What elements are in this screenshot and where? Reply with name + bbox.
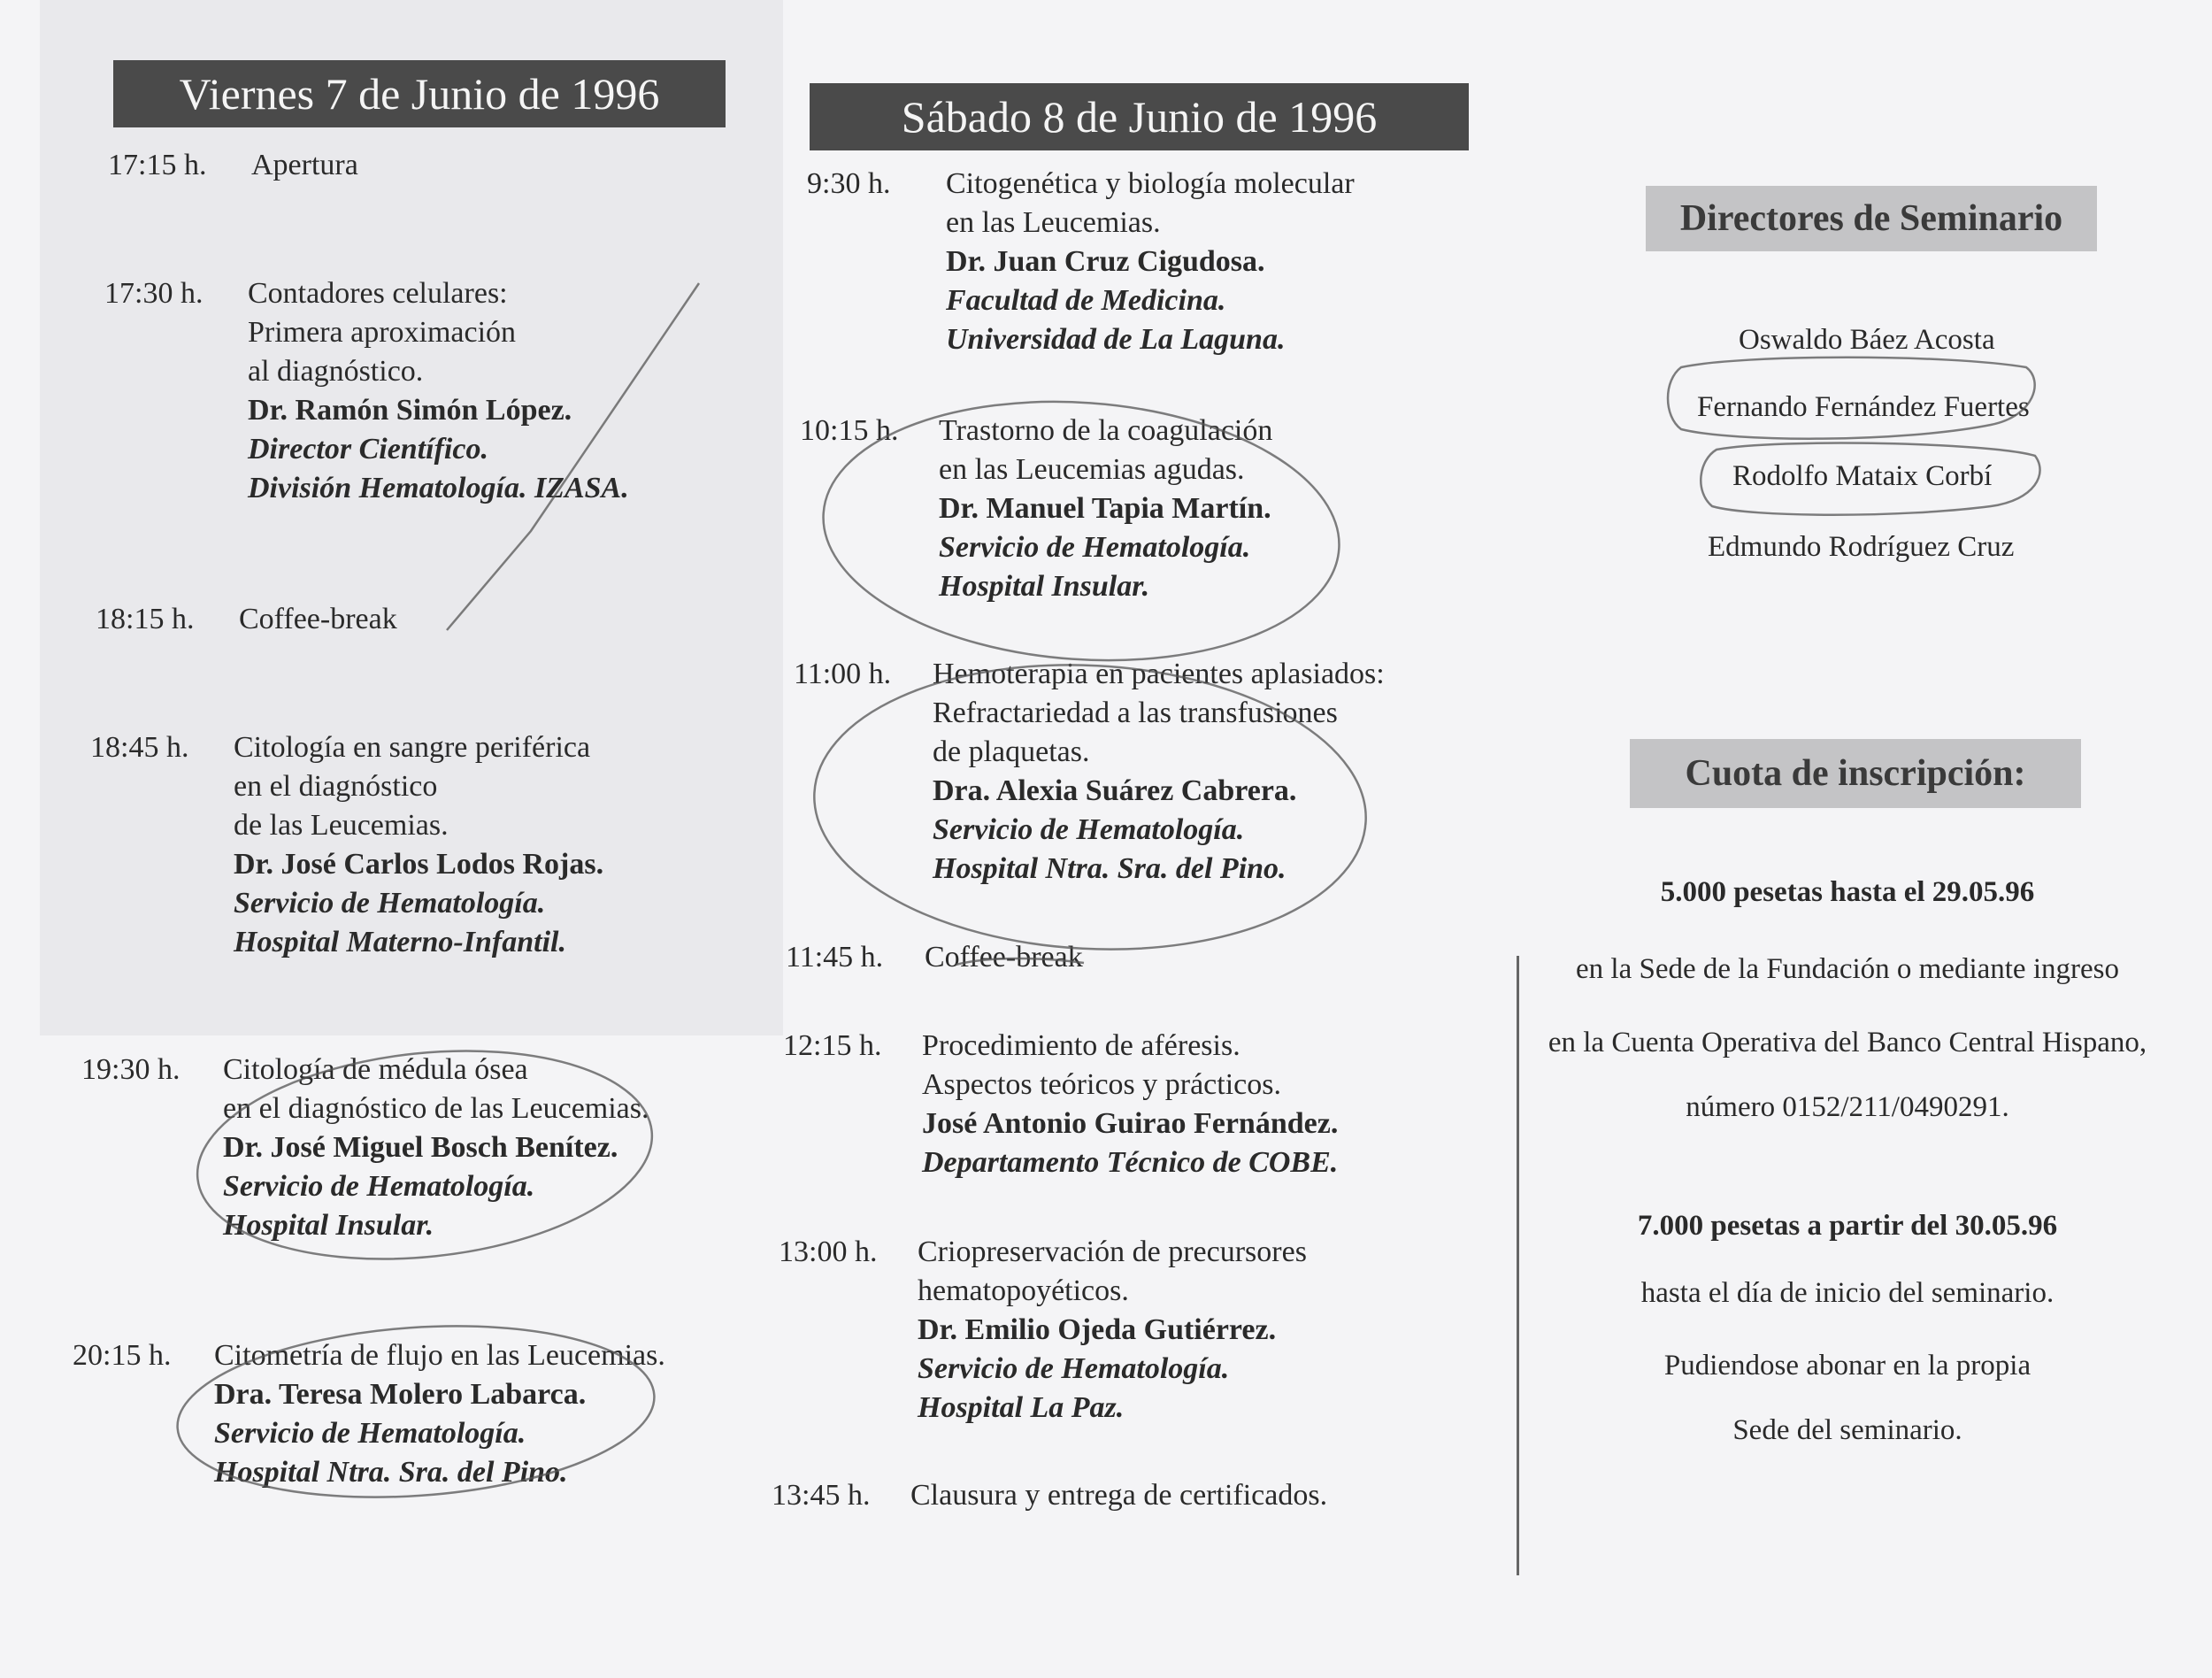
- speaker-affiliation: Servicio de Hematología.: [214, 1417, 526, 1450]
- session-topic-line: Contadores celulares:: [248, 277, 508, 310]
- session-topic-line: Refractariedad a las transfusiones: [933, 697, 1338, 729]
- session-topic-line: Coffee-break: [925, 941, 1083, 974]
- speaker-affiliation: Departamento Técnico de COBE.: [922, 1146, 1339, 1179]
- fee-late-price: 7.000 pesetas a partir del 30.05.96: [1637, 1210, 2058, 1242]
- circle-molero: [172, 1311, 660, 1512]
- circle-bosch: [187, 1030, 662, 1281]
- speaker-affiliation: Universidad de La Laguna.: [946, 323, 1286, 356]
- session-topic-line: Citogenética y biología molecular: [946, 167, 1355, 200]
- session-topic-line: Citología en sangre periférica: [234, 731, 591, 764]
- session-topic-line: Procedimiento de aféresis.: [922, 1029, 1240, 1062]
- circle-tapia: [815, 385, 1348, 677]
- strike-line: [447, 283, 699, 630]
- session-time: 10:15 h.: [800, 414, 899, 447]
- session-topic-line: Hemoterapia en pacientes aplasiados:: [933, 658, 1385, 690]
- speaker-name: José Antonio Guirao Fernández.: [922, 1107, 1339, 1140]
- speaker-name: Dra. Alexia Suárez Cabrera.: [933, 774, 1297, 807]
- fee-line: hasta el día de inicio del seminario.: [1640, 1277, 2055, 1309]
- session-time: 11:45 h.: [786, 941, 884, 974]
- session-time: 20:15 h.: [73, 1339, 172, 1372]
- speaker-affiliation: Hospital Ntra. Sra. del Pino.: [933, 852, 1286, 885]
- circle-mataix: [1701, 443, 2039, 515]
- session-time: 18:15 h.: [96, 603, 195, 635]
- speaker-affiliation: Hospital La Paz.: [918, 1391, 1125, 1424]
- session-topic-line: Clausura y entrega de certificados.: [910, 1479, 1328, 1512]
- session-topic-line: de plaquetas.: [933, 735, 1090, 768]
- speaker-affiliation: Servicio de Hematología.: [939, 531, 1251, 564]
- speaker-affiliation: Servicio de Hematología.: [918, 1352, 1230, 1385]
- session-topic-line: en el diagnóstico de las Leucemias.: [223, 1092, 649, 1125]
- directors-heading: Directores de Seminario: [1646, 186, 2097, 251]
- session-topic-line: Aspectos teóricos y prácticos.: [922, 1068, 1281, 1101]
- speaker-name: Dr. Juan Cruz Cigudosa.: [946, 245, 1265, 278]
- fee-heading: Cuota de inscripción:: [1630, 739, 2081, 808]
- fee-line: en la Sede de la Fundación o mediante ingreso: [1576, 953, 2119, 985]
- session-topic-line: Apertura: [251, 149, 358, 181]
- director-name: Oswaldo Báez Acosta: [1739, 324, 1995, 356]
- session-topic-line: Criopreservación de precursores: [918, 1235, 1307, 1268]
- speaker-affiliation: Hospital Materno-Infantil.: [234, 926, 566, 958]
- session-time: 13:00 h.: [779, 1235, 878, 1268]
- speaker-affiliation: Hospital Ntra. Sra. del Pino.: [214, 1456, 568, 1489]
- speaker-name: Dr. Ramón Simón López.: [248, 394, 572, 427]
- saturday-heading: Sábado 8 de Junio de 1996: [810, 83, 1469, 150]
- fee-line: número 0152/211/0490291.: [1686, 1091, 2009, 1123]
- session-time: 19:30 h.: [81, 1053, 180, 1086]
- fee-line: Sede del seminario.: [1732, 1414, 1962, 1446]
- speaker-affiliation: División Hematología. IZASA.: [248, 472, 629, 504]
- speaker-name: Dr. Emilio Ojeda Gutiérrez.: [918, 1313, 1277, 1346]
- session-topic-line: Coffee-break: [239, 603, 397, 635]
- friday-heading: Viernes 7 de Junio de 1996: [113, 60, 726, 127]
- director-name: Rodolfo Mataix Corbí: [1732, 460, 1993, 492]
- session-topic-line: en las Leucemias.: [946, 206, 1161, 239]
- circle-suarez: [807, 651, 1373, 963]
- session-topic-line: Citometría de flujo en las Leucemias.: [214, 1339, 665, 1372]
- session-time: 9:30 h.: [807, 167, 891, 200]
- session-topic-line: hematopoyéticos.: [918, 1274, 1129, 1307]
- director-name: Fernando Fernández Fuertes: [1697, 391, 2030, 423]
- session-topic-line: en las Leucemias agudas.: [939, 453, 1245, 486]
- speaker-affiliation: Hospital Insular.: [223, 1209, 434, 1242]
- speaker-name: Dra. Teresa Molero Labarca.: [214, 1378, 587, 1411]
- speaker-name: Dr. Manuel Tapia Martín.: [939, 492, 1271, 525]
- session-topic-line: de las Leucemias.: [234, 809, 449, 842]
- session-time: 17:30 h.: [104, 277, 204, 310]
- speaker-name: Dr. José Carlos Lodos Rojas.: [234, 848, 604, 881]
- speaker-affiliation: Servicio de Hematología.: [933, 813, 1245, 846]
- session-time: 17:15 h.: [108, 149, 207, 181]
- fee-early-price: 5.000 pesetas hasta el 29.05.96: [1660, 876, 2035, 908]
- circle-fernandez: [1668, 358, 2035, 439]
- session-topic-line: Citología de médula ósea: [223, 1053, 528, 1086]
- fee-line: en la Cuenta Operativa del Banco Central Hispano,: [1548, 1027, 2147, 1058]
- session-time: 11:00 h.: [794, 658, 892, 690]
- session-topic-line: en el diagnóstico: [234, 770, 438, 803]
- session-topic-line: Trastorno de la coagulación: [939, 414, 1273, 447]
- session-time: 12:15 h.: [783, 1029, 882, 1062]
- session-topic-line: Primera aproximación: [248, 316, 517, 349]
- speaker-affiliation: Hospital Insular.: [939, 570, 1150, 603]
- session-topic-line: al diagnóstico.: [248, 355, 424, 388]
- speaker-affiliation: Director Científico.: [248, 433, 488, 466]
- speaker-affiliation: Servicio de Hematología.: [223, 1170, 535, 1203]
- session-time: 13:45 h.: [772, 1479, 871, 1512]
- speaker-affiliation: Facultad de Medicina.: [946, 284, 1226, 317]
- speaker-affiliation: Servicio de Hematología.: [234, 887, 546, 920]
- fee-line: Pudiendose abonar en la propia: [1663, 1350, 2032, 1382]
- session-time: 18:45 h.: [90, 731, 189, 764]
- speaker-name: Dr. José Miguel Bosch Benítez.: [223, 1131, 618, 1164]
- director-name: Edmundo Rodríguez Cruz: [1708, 531, 2015, 563]
- coffee-stroke: [956, 958, 1084, 965]
